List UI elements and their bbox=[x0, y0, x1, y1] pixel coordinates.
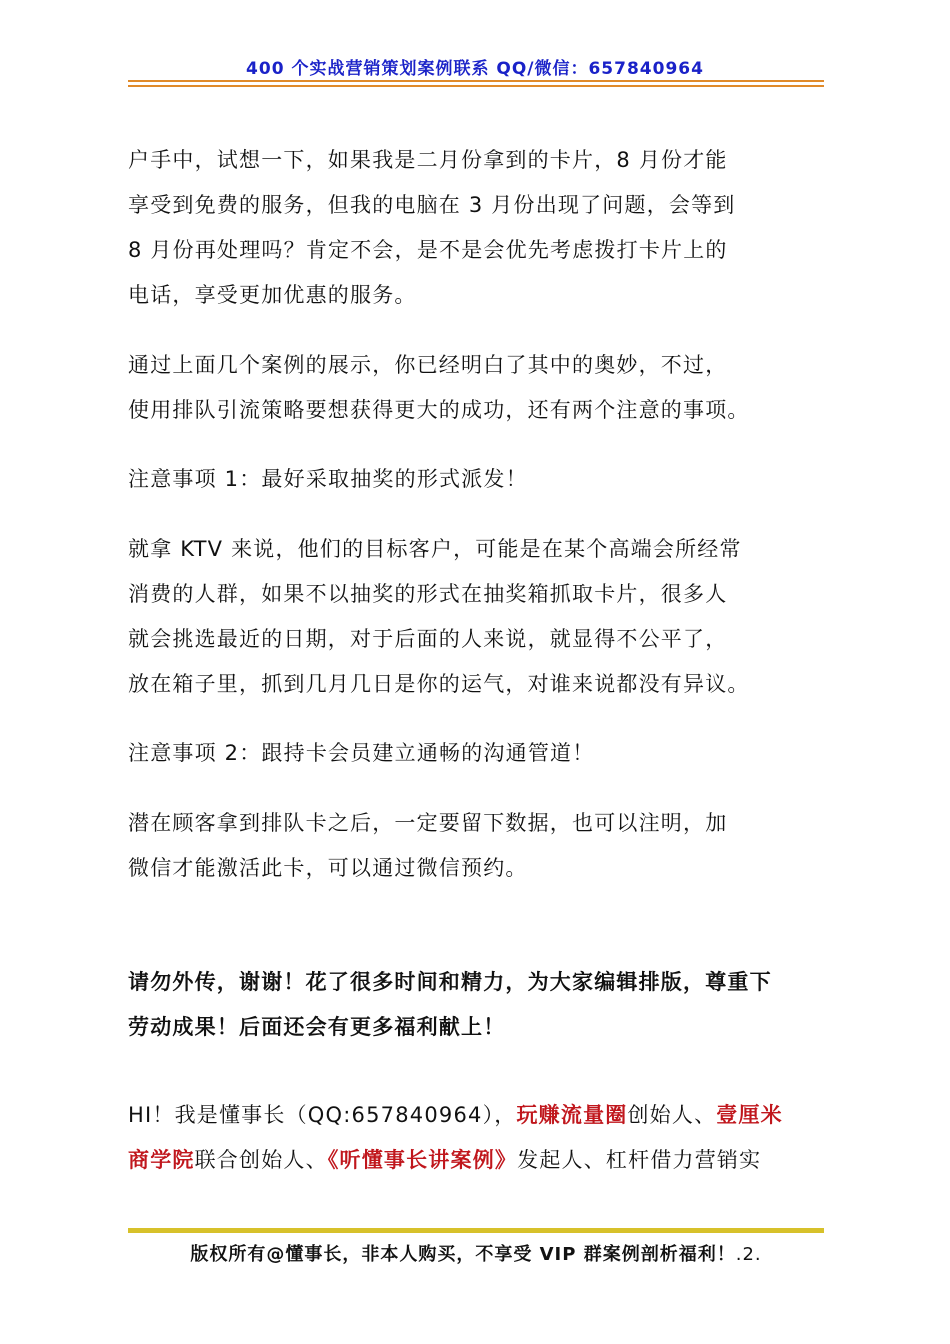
intro-role: 联合创始人、 bbox=[194, 1148, 328, 1172]
paragraph-line: 享受到免费的服务，但我的电脑在 3 月份出现了问题，会等到 bbox=[128, 193, 736, 217]
highlight-course-name: 《听懂事长讲案例》 bbox=[327, 1148, 518, 1172]
header-divider-bottom bbox=[128, 85, 824, 87]
paragraph-2 bbox=[128, 343, 824, 433]
footer-copyright: 版权所有@懂事长，非本人购买，不享受 VIP 群案例剖析福利！ bbox=[190, 1244, 736, 1265]
note-heading-2 bbox=[128, 731, 824, 776]
paragraph-line: 潜在顾客拿到排队卡之后，一定要留下数据，也可以注明，加 bbox=[128, 811, 728, 835]
intro-prefix: HI！我是懂事长（QQ:657840964）， bbox=[128, 1103, 517, 1127]
paragraph-1 bbox=[128, 138, 824, 318]
paragraph-line: 就会挑选最近的日期，对于后面的人来说，就显得不公平了， bbox=[128, 627, 728, 651]
intro-role: 创始人、 bbox=[627, 1103, 717, 1127]
header-divider-top bbox=[128, 80, 824, 82]
paragraph-line: 使用排队引流策略要想获得更大的成功，还有两个注意的事项。 bbox=[128, 398, 750, 422]
paragraph-line: 注意事项 2：跟持卡会员建立通畅的沟通管道！ bbox=[128, 741, 595, 765]
paragraph-line: 放在箱子里，抓到几月几日是你的运气，对谁来说都没有异议。 bbox=[128, 672, 750, 696]
paragraph-line: 就拿 KTV 来说，他们的目标客户，可能是在某个高端会所经常 bbox=[128, 537, 742, 561]
highlight-school-name-part2: 商学院 bbox=[128, 1148, 195, 1172]
paragraph-4 bbox=[128, 801, 824, 891]
copyright-notice bbox=[128, 960, 824, 1050]
paragraph-3 bbox=[128, 527, 824, 707]
highlight-school-name-part1: 壹厘米 bbox=[716, 1103, 783, 1127]
author-intro bbox=[128, 1093, 824, 1183]
notice-line: 劳动成果！后面还会有更多福利献上！ bbox=[128, 1015, 506, 1039]
paragraph-line: 注意事项 1：最好采取抽奖的形式派发！ bbox=[128, 467, 528, 491]
paragraph-line: 通过上面几个案例的展示，你已经明白了其中的奥妙，不过， bbox=[128, 353, 728, 377]
page-number: .2. bbox=[735, 1244, 762, 1265]
paragraph-line: 消费的人群，如果不以抽奖的形式在抽奖箱抓取卡片，很多人 bbox=[128, 582, 728, 606]
note-heading-1 bbox=[128, 457, 824, 502]
page-footer bbox=[128, 1240, 824, 1266]
footer-divider bbox=[128, 1228, 824, 1233]
paragraph-line: 户手中，试想一下，如果我是二月份拿到的卡片，8 月份才能 bbox=[128, 148, 728, 172]
intro-line-2 bbox=[128, 1138, 824, 1183]
paragraph-line: 微信才能激活此卡，可以通过微信预约。 bbox=[128, 856, 528, 880]
intro-line-1 bbox=[128, 1093, 824, 1138]
notice-line: 请勿外传，谢谢！花了很多时间和精力，为大家编辑排版，尊重下 bbox=[128, 970, 772, 994]
intro-suffix: 发起人、杠杆借力营销实 bbox=[517, 1148, 762, 1172]
paragraph-line: 电话，享受更加优惠的服务。 bbox=[128, 283, 417, 307]
page-header: 400 个实战营销策划案例联系 QQ/微信：657840964 bbox=[246, 59, 704, 79]
highlight-community-name: 玩赚流量圈 bbox=[516, 1103, 628, 1127]
paragraph-line: 8 月份再处理吗？肯定不会，是不是会优先考虑拨打卡片上的 bbox=[128, 238, 728, 262]
